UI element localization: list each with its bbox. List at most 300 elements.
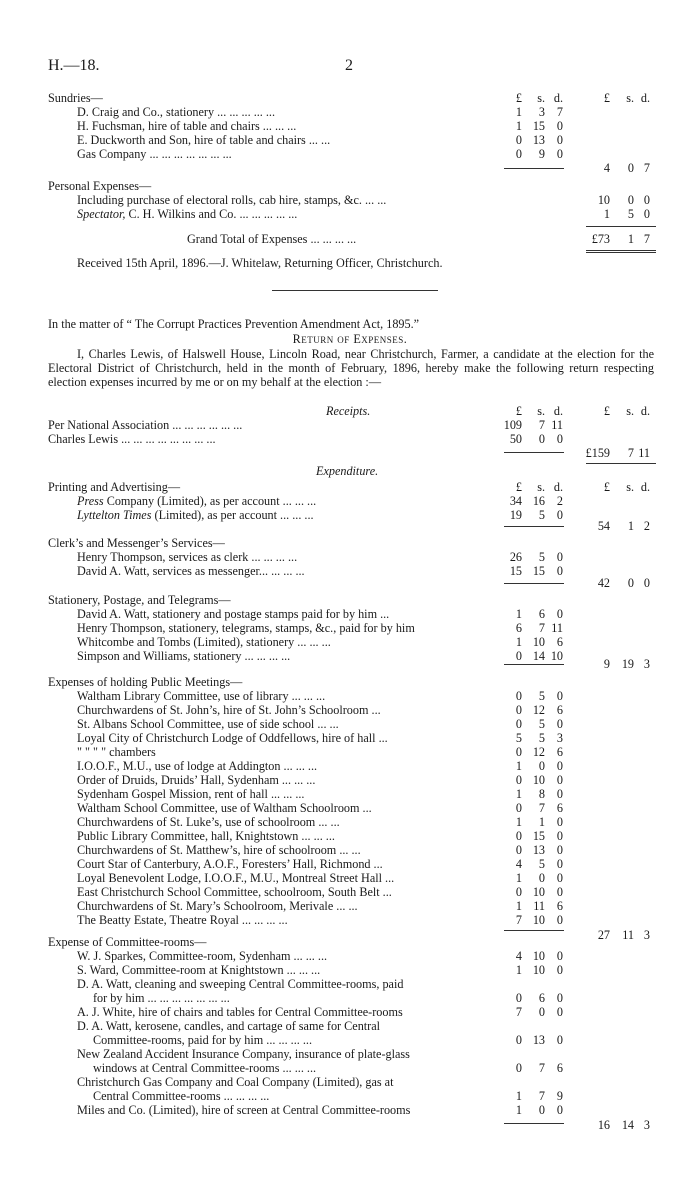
pounds-value: 109	[503, 418, 522, 432]
pounds-value: 50	[509, 432, 522, 446]
line-label	[77, 133, 330, 147]
pounds-heading: £	[603, 91, 610, 105]
line-label	[77, 621, 415, 635]
shillings-heading: s.	[537, 404, 545, 418]
pence-value: 0	[556, 564, 563, 578]
heading-text: Expense of Committee-rooms—	[48, 935, 207, 949]
pounds-value: 7	[515, 1005, 522, 1019]
line-label	[77, 607, 389, 621]
shillings-value: 7	[538, 1061, 545, 1075]
expense-line	[0, 745, 700, 759]
expense-line	[0, 843, 700, 857]
shillings-heading: s.	[626, 480, 634, 494]
line-label	[48, 432, 216, 446]
expense-line	[0, 815, 700, 829]
pence-value: 0	[556, 857, 563, 871]
line-label	[77, 843, 361, 857]
line-label	[77, 1103, 410, 1117]
pounds-value: 0	[515, 1033, 522, 1047]
line-label	[77, 1019, 380, 1033]
line-label	[77, 829, 335, 843]
pence-value: 3	[556, 731, 563, 745]
shillings-value: 11	[622, 928, 634, 942]
section-heading	[0, 480, 700, 494]
pence-value: 0	[556, 147, 563, 161]
shillings-value: 0	[538, 871, 545, 885]
label-text: Waltham School Committee, use of Waltham Schoolroom ...	[77, 801, 372, 815]
pence-value: 3	[643, 657, 650, 671]
shillings-value: 0	[538, 759, 545, 773]
heading-text: Sundries—	[48, 91, 103, 105]
receipt-line	[0, 432, 700, 446]
shillings-value: 15	[532, 564, 545, 578]
shillings-value: 10	[532, 885, 545, 899]
pounds-value: £159	[585, 446, 610, 460]
line-label	[77, 949, 327, 963]
label-text: East Christchurch School Committee, schoolroom, South Belt ...	[77, 885, 392, 899]
grand-total-label: Grand Total of Expenses ... ... ... ...	[187, 232, 357, 246]
pounds-value: 0	[515, 829, 522, 843]
label-text: Loyal Benevolent Lodge, I.O.O.F., M.U., Montreal Street Hall ...	[77, 871, 395, 885]
pounds-value: 1	[603, 207, 610, 221]
shillings-value: 5	[538, 717, 545, 731]
pence-value: 0	[556, 991, 563, 1005]
label-text: Charles Lewis ... ... ... ... ... ... ... ...	[48, 432, 216, 446]
line-label	[77, 899, 358, 913]
section-heading	[0, 935, 700, 949]
expense-line-continued	[0, 1061, 700, 1075]
label-text: Christchurch Gas Company and Coal Company (Limited), gas at	[77, 1075, 394, 1089]
pence-value: 0	[556, 1103, 563, 1117]
page-number: 2	[345, 57, 353, 74]
line-label	[77, 550, 297, 564]
return-title: Return of Expenses.	[292, 332, 408, 346]
line-label	[77, 759, 317, 773]
pence-value: 7	[643, 232, 650, 246]
expenditure-label: Expenditure.	[316, 464, 379, 478]
label-text: " " " " chambers	[77, 745, 156, 759]
section-total-line	[0, 519, 700, 533]
shillings-value: 5	[538, 508, 545, 522]
expense-line	[0, 731, 700, 745]
receipt-line	[0, 418, 700, 432]
line-label	[77, 689, 325, 703]
matter-text: In the matter of “ The Corrupt Practices Prevention Amendment Act, 1895.”	[48, 317, 420, 331]
pence-value: 3	[643, 928, 650, 942]
shillings-value: 14	[532, 649, 545, 663]
pounds-heading: £	[515, 480, 522, 494]
label-text: I.O.O.F., M.U., use of lodge at Addington ... ... ...	[77, 759, 318, 773]
received-line	[0, 256, 700, 270]
pence-value: 11	[551, 621, 563, 635]
line-label	[77, 787, 304, 801]
pounds-value: 42	[597, 576, 610, 590]
expense-line	[0, 1019, 700, 1033]
shillings-value: 14	[621, 1118, 634, 1132]
heading-text: Expenses of holding Public Meetings—	[48, 675, 243, 689]
expense-line	[0, 801, 700, 815]
shillings-value: 5	[538, 731, 545, 745]
line-label	[77, 1005, 403, 1019]
pence-heading: d.	[640, 91, 650, 105]
pence-value: 6	[556, 703, 563, 717]
pence-value: 0	[556, 133, 563, 147]
shillings-value: 7	[538, 621, 545, 635]
pounds-value: 1	[515, 815, 522, 829]
pence-value: 6	[556, 1061, 563, 1075]
expense-line	[0, 703, 700, 717]
continuation-text: Committee-rooms, paid for by him ... ... ... ...	[93, 1033, 313, 1047]
pounds-value: 0	[515, 745, 522, 759]
shillings-value: 10	[532, 963, 545, 977]
section-heading	[0, 536, 700, 550]
shillings-value: 9	[538, 147, 545, 161]
pence-value: 0	[643, 193, 650, 207]
pence-value: 0	[556, 119, 563, 133]
expense-line	[0, 635, 700, 649]
label-text: W. J. Sparkes, Committee-room, Sydenham ... ... ...	[77, 949, 328, 963]
heading-text: Stationery, Postage, and Telegrams—	[48, 593, 231, 607]
pounds-value: 0	[515, 133, 522, 147]
expense-line	[0, 913, 700, 927]
pence-value: 0	[556, 759, 563, 773]
received-text: Received 15th April, 1896.—J. Whitelaw, Returning Officer, Christchurch.	[77, 256, 443, 270]
pence-value: 6	[556, 801, 563, 815]
label-text: E. Duckworth and Son, hire of table and chairs ... ...	[77, 133, 331, 147]
shillings-value: 19	[621, 657, 634, 671]
line-label	[77, 207, 297, 221]
label-text: Simpson and Williams, stationery ... ... ... ...	[77, 649, 291, 663]
label-text: David A. Watt, services as messenger... ... ... ...	[77, 564, 305, 578]
shillings-value: 6	[538, 991, 545, 1005]
shillings-value: 13	[532, 1033, 545, 1047]
continuation-text: windows at Central Committee-rooms ... ... ...	[93, 1061, 317, 1075]
pence-heading: d.	[640, 480, 650, 494]
expense-line	[0, 1075, 700, 1089]
label-text: Whitcombe and Tombs (Limited), stationery ... ... ...	[77, 635, 331, 649]
pence-value: 11	[638, 446, 650, 460]
pounds-heading: £	[515, 91, 522, 105]
expense-line	[0, 550, 700, 564]
shillings-value: 10	[532, 949, 545, 963]
shillings-value: 0	[538, 1005, 545, 1019]
line-label	[77, 885, 392, 899]
declaration-paragraph	[48, 347, 654, 389]
pounds-value: 1	[515, 635, 522, 649]
pence-value: 0	[556, 815, 563, 829]
matter-line	[0, 317, 700, 331]
shillings-value: 1	[538, 815, 545, 829]
shillings-value: 12	[532, 703, 545, 717]
pounds-value: 0	[515, 703, 522, 717]
shillings-heading: s.	[537, 91, 545, 105]
line-label	[77, 717, 339, 731]
pence-value: 6	[556, 899, 563, 913]
shillings-value: 10	[532, 913, 545, 927]
shillings-value: 0	[538, 1103, 545, 1117]
label-text: Churchwardens of St. Luke’s, use of schoolroom ... ...	[77, 815, 340, 829]
expense-line	[0, 963, 700, 977]
pounds-value: 4	[603, 161, 610, 175]
label-text: S. Ward, Committee-room at Knightstown ... ... ...	[77, 963, 321, 977]
shillings-value: 10	[532, 773, 545, 787]
line-label	[77, 857, 383, 871]
shillings-value: 0	[627, 193, 634, 207]
pence-value: 0	[643, 576, 650, 590]
pence-value: 0	[556, 871, 563, 885]
pounds-value: 26	[509, 550, 522, 564]
pence-value: 0	[556, 432, 563, 446]
section-heading	[0, 179, 700, 193]
subtotal-line	[0, 161, 700, 175]
pounds-value: 10	[597, 193, 610, 207]
pence-value: 10	[550, 649, 563, 663]
label-text: Churchwardens of St. Matthew’s, hire of schoolroom ... ...	[77, 843, 361, 857]
shillings-value: 15	[532, 829, 545, 843]
line-label	[77, 703, 381, 717]
pounds-value: 0	[515, 649, 522, 663]
pounds-value: 0	[515, 773, 522, 787]
label-text: H. Fuchsman, hire of table and chairs ... ... ...	[77, 119, 297, 133]
shillings-value: 16	[532, 494, 545, 508]
shillings-heading: s.	[626, 91, 634, 105]
pounds-value: 0	[515, 717, 522, 731]
label-text: D. A. Watt, kerosene, candles, and cartage of same for Central	[77, 1019, 381, 1033]
heading-text: Printing and Advertising—	[48, 480, 181, 494]
shillings-value: 0	[538, 432, 545, 446]
label-text: Churchwardens of St. John’s, hire of St. John’s Schoolroom ...	[77, 703, 381, 717]
label-text: D. A. Watt, cleaning and sweeping Central Committee-rooms, paid	[77, 977, 404, 991]
label-text: Court Star of Canterbury, A.O.F., Foresters’ Hall, Richmond ...	[77, 857, 383, 871]
expense-line	[0, 621, 700, 635]
expense-line	[0, 1005, 700, 1019]
expense-line	[0, 899, 700, 913]
pounds-value: 0	[515, 991, 522, 1005]
pence-value: 0	[556, 550, 563, 564]
pounds-value: 0	[515, 147, 522, 161]
pounds-value: 0	[515, 843, 522, 857]
expense-line-continued	[0, 991, 700, 1005]
label-text: Churchwardens of St. Mary’s Schoolroom, Merivale ... ...	[77, 899, 358, 913]
label-text: St. Albans School Committee, use of side school ... ...	[77, 717, 339, 731]
expense-line	[0, 133, 700, 147]
shillings-value: 7	[538, 801, 545, 815]
shillings-value: 5	[627, 207, 634, 221]
pounds-value: 1	[515, 1103, 522, 1117]
line-label	[77, 1075, 393, 1089]
shillings-heading: s.	[537, 480, 545, 494]
line-label	[77, 731, 388, 745]
shillings-value: 7	[538, 1089, 545, 1103]
pence-value: 11	[551, 418, 563, 432]
line-label	[77, 635, 331, 649]
total-rule	[586, 250, 656, 253]
continuation-text: for by him ... ... ... ... ... ... ...	[93, 991, 230, 1005]
pounds-value: 0	[515, 885, 522, 899]
label-text: Public Library Committee, hall, Knightstown ... ... ...	[77, 829, 335, 843]
shillings-value: 12	[532, 745, 545, 759]
expense-line	[0, 717, 700, 731]
pence-value: 0	[556, 913, 563, 927]
pounds-value: 1	[515, 119, 522, 133]
pounds-value: 4	[515, 857, 522, 871]
pence-value: 0	[556, 717, 563, 731]
shillings-value: 5	[538, 689, 545, 703]
shillings-value: 1	[627, 232, 634, 246]
section-heading	[0, 675, 700, 689]
line-label	[77, 773, 315, 787]
pence-value: 7	[556, 105, 563, 119]
pence-value: 0	[556, 773, 563, 787]
pence-value: 6	[556, 635, 563, 649]
pence-value: 2	[556, 494, 563, 508]
pence-heading: d.	[553, 404, 563, 418]
line-label	[77, 977, 403, 991]
shillings-value: 15	[532, 119, 545, 133]
pence-value: 0	[556, 885, 563, 899]
line-label	[77, 963, 320, 977]
expense-line-continued	[0, 1033, 700, 1047]
italic-name: Spectator,	[77, 207, 126, 221]
shillings-value: 10	[532, 635, 545, 649]
expense-line	[0, 787, 700, 801]
pence-value: 0	[556, 1033, 563, 1047]
label-text: Loyal City of Christchurch Lodge of Oddfellows, hire of hall ...	[77, 731, 388, 745]
receipts-label: Receipts.	[326, 404, 371, 418]
pounds-value: 27	[597, 928, 610, 942]
pence-value: 0	[556, 829, 563, 843]
line-label	[77, 815, 340, 829]
expense-line	[0, 829, 700, 843]
label-text: Company (Limited), as per account ... ... ...	[106, 494, 317, 508]
label-text: A. J. White, hire of chairs and tables for Central Committee-rooms	[77, 1005, 403, 1019]
expense-line	[0, 193, 700, 207]
shillings-value: 5	[538, 550, 545, 564]
expense-line	[0, 607, 700, 621]
label-text: Gas Company ... ... ... ... ... ... ...	[77, 147, 232, 161]
receipts-total-line	[0, 446, 700, 460]
label-text: David A. Watt, stationery and postage stamps paid for by him ...	[77, 607, 390, 621]
expense-line	[0, 207, 700, 221]
label-text: Henry Thompson, services as clerk ... ... ... ...	[77, 550, 298, 564]
pence-value: 3	[643, 1118, 650, 1132]
line-label	[77, 871, 394, 885]
expense-line	[0, 119, 700, 133]
expense-line	[0, 977, 700, 991]
pence-value: 0	[556, 787, 563, 801]
pounds-value: 5	[515, 731, 522, 745]
section-total-line	[0, 657, 700, 671]
expense-line	[0, 105, 700, 119]
shillings-value: 0	[627, 576, 634, 590]
continuation-text: Central Committee-rooms ... ... ... ...	[93, 1089, 270, 1103]
pounds-heading: £	[603, 404, 610, 418]
label-text: D. Craig and Co., stationery ... ... ... ... ...	[77, 105, 276, 119]
shillings-value: 5	[538, 857, 545, 871]
heading-text: Personal Expenses—	[48, 179, 152, 193]
pounds-value: 1	[515, 899, 522, 913]
label-text: Henry Thompson, stationery, telegrams, stamps, &c., paid for by him	[77, 621, 415, 635]
expense-line-continued	[0, 1089, 700, 1103]
label-text: Miles and Co. (Limited), hire of screen at Central Committee-rooms	[77, 1103, 411, 1117]
pounds-value: 4	[515, 949, 522, 963]
pence-value: 6	[556, 745, 563, 759]
shillings-value: 11	[533, 899, 545, 913]
line-label	[77, 105, 275, 119]
line-label	[77, 494, 316, 508]
pence-value: 9	[556, 1089, 563, 1103]
pounds-heading: £	[515, 404, 522, 418]
line-label	[77, 913, 288, 927]
grand-total-line	[0, 232, 700, 246]
line-label	[77, 193, 386, 207]
shillings-value: 6	[538, 607, 545, 621]
italic-name: Lyttelton Times	[77, 508, 152, 522]
section-heading	[0, 91, 700, 105]
expense-line	[0, 494, 700, 508]
pounds-value: 6	[515, 621, 522, 635]
expense-line	[0, 773, 700, 787]
pounds-value: 1	[515, 787, 522, 801]
pounds-value: 7	[515, 913, 522, 927]
pence-value: 0	[556, 1005, 563, 1019]
expense-line	[0, 949, 700, 963]
shillings-value: 7	[538, 418, 545, 432]
pounds-value: 1	[515, 871, 522, 885]
shillings-value: 8	[538, 787, 545, 801]
pounds-value: 16	[597, 1118, 610, 1132]
pounds-value: 19	[509, 508, 522, 522]
pounds-value: 1	[515, 607, 522, 621]
pounds-value: £73	[591, 232, 610, 246]
label-text: Waltham Library Committee, use of library ... ... ...	[77, 689, 326, 703]
expense-line	[0, 147, 700, 161]
expenditure-heading-line	[0, 464, 700, 478]
pounds-value: 0	[515, 801, 522, 815]
expense-line	[0, 759, 700, 773]
pence-value: 0	[556, 963, 563, 977]
shillings-value: 13	[532, 133, 545, 147]
pounds-value: 54	[597, 519, 610, 533]
line-label	[77, 119, 296, 133]
line-label	[77, 147, 232, 161]
heading-text: Clerk’s and Messenger’s Services—	[48, 536, 225, 550]
label-text: Per National Association ... ... ... ... ... ...	[48, 418, 243, 432]
pounds-value: 1	[515, 1089, 522, 1103]
pounds-value: 1	[515, 105, 522, 119]
pounds-value: 1	[515, 963, 522, 977]
label-text: Including purchase of electoral rolls, cab hire, stamps, &c. ... ...	[77, 193, 387, 207]
pounds-value: 15	[509, 564, 522, 578]
pounds-value: 9	[603, 657, 610, 671]
section-heading	[0, 593, 700, 607]
italic-name: Press	[77, 494, 104, 508]
shillings-heading: s.	[626, 404, 634, 418]
pounds-value: 1	[515, 759, 522, 773]
expense-line	[0, 1047, 700, 1061]
pence-value: 7	[643, 161, 650, 175]
pounds-value: 0	[515, 689, 522, 703]
section-separator	[272, 290, 438, 291]
label-text: Order of Druids, Druids’ Hall, Sydenham ... ... ...	[77, 773, 316, 787]
pence-heading: d.	[640, 404, 650, 418]
expense-line	[0, 1103, 700, 1117]
shillings-value: 7	[627, 446, 634, 460]
section-total-line	[0, 576, 700, 590]
pounds-value: 34	[509, 494, 522, 508]
pence-value: 0	[643, 207, 650, 221]
pence-value: 2	[643, 519, 650, 533]
